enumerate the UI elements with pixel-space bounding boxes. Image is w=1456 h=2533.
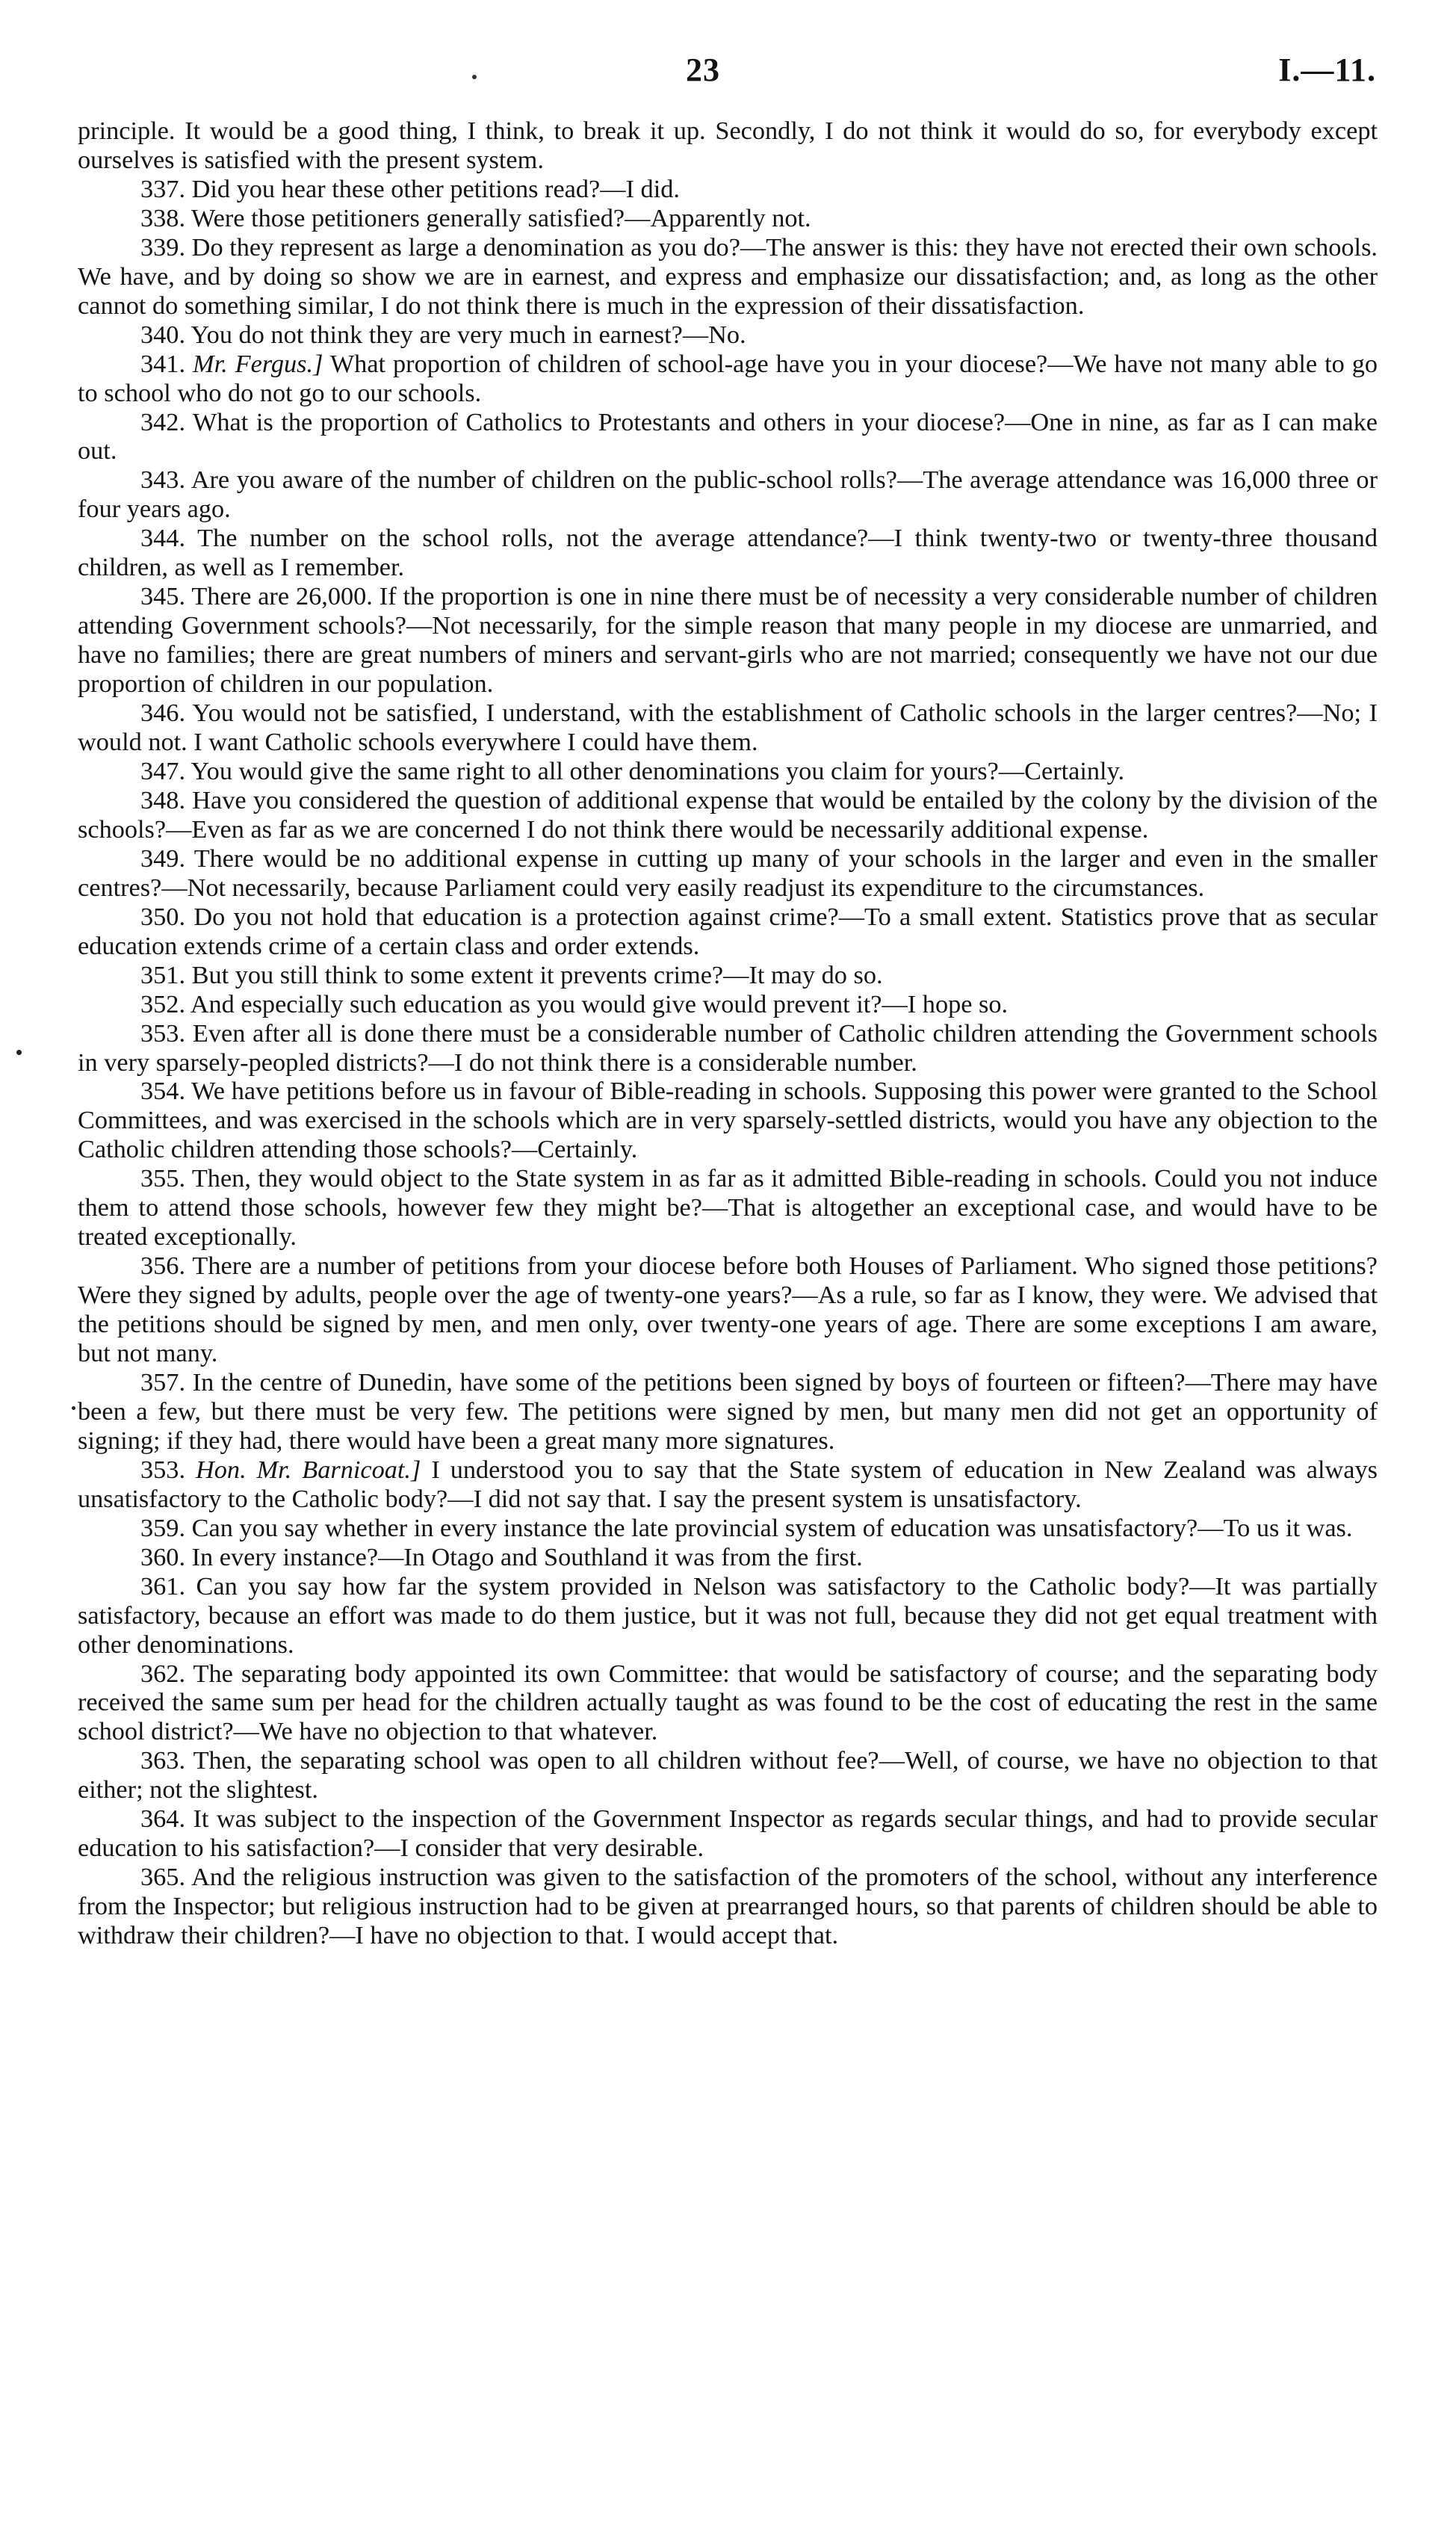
paragraph-text: Even after all is done there must be a considerable number of Catholic children attending the Government schools in very sparsely-peopled districts?—I do not think there is a considerable number. — [78, 1018, 1378, 1077]
paragraph-text: principle. It would be a good thing, I think, to break it up. Secondly, I do not think it would do so, for everybody except ourselves is satisfied with the present system. — [78, 117, 1378, 174]
paragraph — [78, 844, 1378, 903]
question-number: 344. — [140, 524, 186, 553]
paragraph — [78, 961, 1378, 990]
page-header — [78, 51, 1376, 103]
paragraph — [78, 1572, 1378, 1660]
document-body — [78, 117, 1378, 1950]
paragraph — [78, 990, 1378, 1019]
question-number: 343. — [140, 466, 186, 495]
paragraph — [78, 757, 1378, 786]
question-number: 362. — [140, 1659, 186, 1688]
paragraph-text: But you still think to some extent it prevents crime?—It may do so. — [191, 960, 883, 989]
question-number: 348. — [140, 785, 186, 814]
question-number: 338. — [140, 203, 186, 232]
paragraph — [78, 1746, 1378, 1804]
page-number: 23 — [686, 52, 720, 88]
paragraph-text: And the religious instruction was given to the satisfaction of the promoters of the school, without any interference from the Inspector; but religious instruction had to be given at prearranged hours, so that parents of children should be able to withdraw their children?—I have no objection to that. I would accept that. — [78, 1863, 1378, 1950]
margin-ink-dot — [72, 1406, 75, 1410]
speaker-name: Mr. Fergus.] — [193, 349, 323, 378]
paragraph — [78, 1368, 1378, 1456]
question-number: 360. — [140, 1542, 186, 1571]
question-number: 350. — [140, 902, 186, 931]
paragraph — [78, 1804, 1378, 1863]
paragraph — [78, 1863, 1378, 1950]
question-number: 339. — [140, 232, 186, 262]
question-number: 353. — [140, 1455, 186, 1484]
paragraph — [78, 1077, 1378, 1164]
paragraph-text: Did you hear these other petitions read?—I did. — [191, 174, 680, 203]
question-number: 357. — [140, 1367, 186, 1397]
paragraph-text: The separating body appointed its own Committee: that would be satisfactory of course; and the separating body received the same sum per head for the children actually taught as was found to be the cost of educating the rest in the same school district?—We have no objection to that whatever. — [78, 1659, 1378, 1746]
paragraph — [78, 903, 1378, 961]
question-number: 355. — [140, 1164, 186, 1193]
margin-ink-dot — [16, 1050, 22, 1055]
paragraph-text: We have petitions before us in favour of Bible-reading in schools. Supposing this power were granted to the School Committees, and was exercised in the schools which are in very sparsely-settled districts, would you have any objection to the Catholic children attending those schools?—Certainly. — [78, 1077, 1378, 1164]
paragraph-text: I understood you to say that the State system of education in New Zealand was always unsatisfactory to the Catholic body?—I did not say that. I say the present system is unsatisfactory. — [78, 1455, 1378, 1513]
question-number: 346. — [140, 699, 186, 728]
question-number: 361. — [140, 1571, 186, 1600]
paragraph-text: And especially such education as you would give would prevent it?—I hope so. — [190, 989, 1009, 1018]
question-number: 352. — [140, 989, 186, 1018]
paragraph — [78, 233, 1378, 321]
question-number: 364. — [140, 1804, 186, 1834]
paragraph-text: Have you considered the question of additional expense that would be entailed by the colony by the division of the schools?—Even as far as we are concerned I do not think there would be necessarily additional expense. — [78, 785, 1378, 844]
question-number: 353. — [140, 1018, 186, 1048]
paragraph-text: You would give the same right to all other denominations you claim for yours?—Certainly. — [190, 756, 1125, 785]
paragraph-text: The number on the school rolls, not the average attendance?—I think twenty-two or twenty-three thousand children, as well as I remember. — [78, 524, 1378, 582]
paragraph — [78, 408, 1378, 466]
paragraph — [78, 350, 1378, 408]
paragraph — [78, 321, 1378, 350]
paragraph — [78, 1252, 1378, 1368]
header-ink-dot — [472, 75, 477, 79]
paragraph-text: Can you say whether in every instance the late provincial system of education was unsatisfactory?—To us it was. — [191, 1513, 1353, 1542]
paragraph — [78, 175, 1378, 204]
paragraph-text: In every instance?—In Otago and Southland it was from the first. — [191, 1542, 863, 1571]
question-number: 337. — [140, 174, 186, 203]
paragraph — [78, 1543, 1378, 1572]
paragraph — [78, 1456, 1378, 1514]
paragraph-text: In the centre of Dunedin, have some of the petitions been signed by boys of fourteen or fifteen?—There may have been a few, but there must be very few. The petitions were signed by men, but many men did not get an opportunity of signing; if they had, there would have been a great many more signatures. — [78, 1367, 1378, 1455]
paragraph — [78, 786, 1378, 844]
speaker-name: Hon. Mr. Barnicoat.] — [196, 1455, 421, 1484]
paragraph-text: Are you aware of the number of children on the public-school rolls?—The average attendance was 16,000 three or four years ago. — [78, 466, 1378, 524]
paragraph — [78, 1164, 1378, 1252]
paragraph — [78, 1514, 1378, 1543]
paragraph — [78, 1019, 1378, 1077]
paragraph-text: Do you not hold that education is a protection against crime?—To a small extent. Statistics prove that as secular education extends crime of a certain class and order extends. — [78, 902, 1378, 960]
question-number: 345. — [140, 582, 186, 611]
question-number: 359. — [140, 1513, 186, 1542]
paragraph — [78, 699, 1378, 757]
paragraph-text: Can you say how far the system provided in Nelson was satisfactory to the Catholic body?—It was partially satisfactory, because an effort was made to do them justice, but it was not full, because they did not get equal treatment with other denominations. — [78, 1571, 1378, 1659]
paragraph-text: Then, they would object to the State system in as far as it admitted Bible-reading in schools. Could you not induce them to attend those schools, however few they might be?—That is altogether an exceptional case, and would have to be treated exceptionally. — [78, 1164, 1378, 1252]
question-number: 365. — [140, 1863, 186, 1892]
paragraph-text: What proportion of children of school-age have you in your diocese?—We have not many able to go to school who do not go to our schools. — [78, 349, 1378, 407]
question-number: 342. — [140, 407, 186, 436]
document-reference: I.—11. — [1278, 52, 1376, 88]
question-number: 363. — [140, 1746, 186, 1775]
paragraph — [78, 466, 1378, 524]
question-number: 347. — [140, 756, 186, 785]
paragraph — [78, 524, 1378, 582]
paragraph-text: It was subject to the inspection of the Government Inspector as regards secular things, and had to provide secular education to his satisfaction?—I consider that very desirable. — [78, 1804, 1378, 1863]
paragraph — [78, 204, 1378, 233]
paragraph-text: Were those petitioners generally satisfied?—Apparently not. — [191, 203, 811, 232]
paragraph-text: There are a number of petitions from your diocese before both Houses of Parliament. Who signed those petitions? Were they signed by adults, people over the age of twenty-one years?—As a rule, so far as I know, they were. We advised that the petitions should be signed by men, and men only, over twenty-one years of age. There are some exceptions I am aware, but not many. — [78, 1252, 1378, 1368]
paragraph-text: You do not think they are very much in earnest?—No. — [190, 320, 746, 349]
question-number: 351. — [140, 960, 186, 989]
paragraph-text: There are 26,000. If the proportion is one in nine there must be of necessity a very considerable number of children attending Government schools?—Not necessarily, for the simple reason that many people in my diocese are unmarried, and have no families; there are great numbers of miners and servant-girls who are not married; consequently we have not our due proportion of children in our population. — [78, 582, 1378, 699]
paragraph-text: What is the proportion of Catholics to Protestants and others in your diocese?—One in nine, as far as I can make out. — [78, 407, 1378, 466]
paragraph — [78, 582, 1378, 699]
question-number: 349. — [140, 844, 186, 873]
paragraph-text: Then, the separating school was open to all children without fee?—Well, of course, we have no objection to that either; not the slightest. — [78, 1746, 1378, 1804]
question-number: 340. — [140, 320, 186, 349]
paragraph — [78, 1660, 1378, 1747]
paragraph-text: You would not be satisfied, I understand, with the establishment of Catholic schools in the larger centres?—No; I would not. I want Catholic schools everywhere I could have them. — [78, 699, 1378, 757]
paragraph-text: Do they represent as large a denomination as you do?—The answer is this: they have not erected their own schools. We have, and by doing so show we are in earnest, and express and emphasize our dissatisfaction; and, as long as the other cannot do something similar, I do not think there is much in the expression of their dissatisfaction. — [78, 232, 1378, 320]
question-number: 356. — [140, 1252, 186, 1281]
paragraph-text: There would be no additional expense in cutting up many of your schools in the larger and even in the smaller centres?—Not necessarily, because Parliament could very easily readjust its expenditure to the circumstances. — [78, 844, 1378, 902]
paragraph — [78, 117, 1378, 175]
question-number: 341. — [140, 349, 186, 378]
question-number: 354. — [140, 1077, 186, 1106]
